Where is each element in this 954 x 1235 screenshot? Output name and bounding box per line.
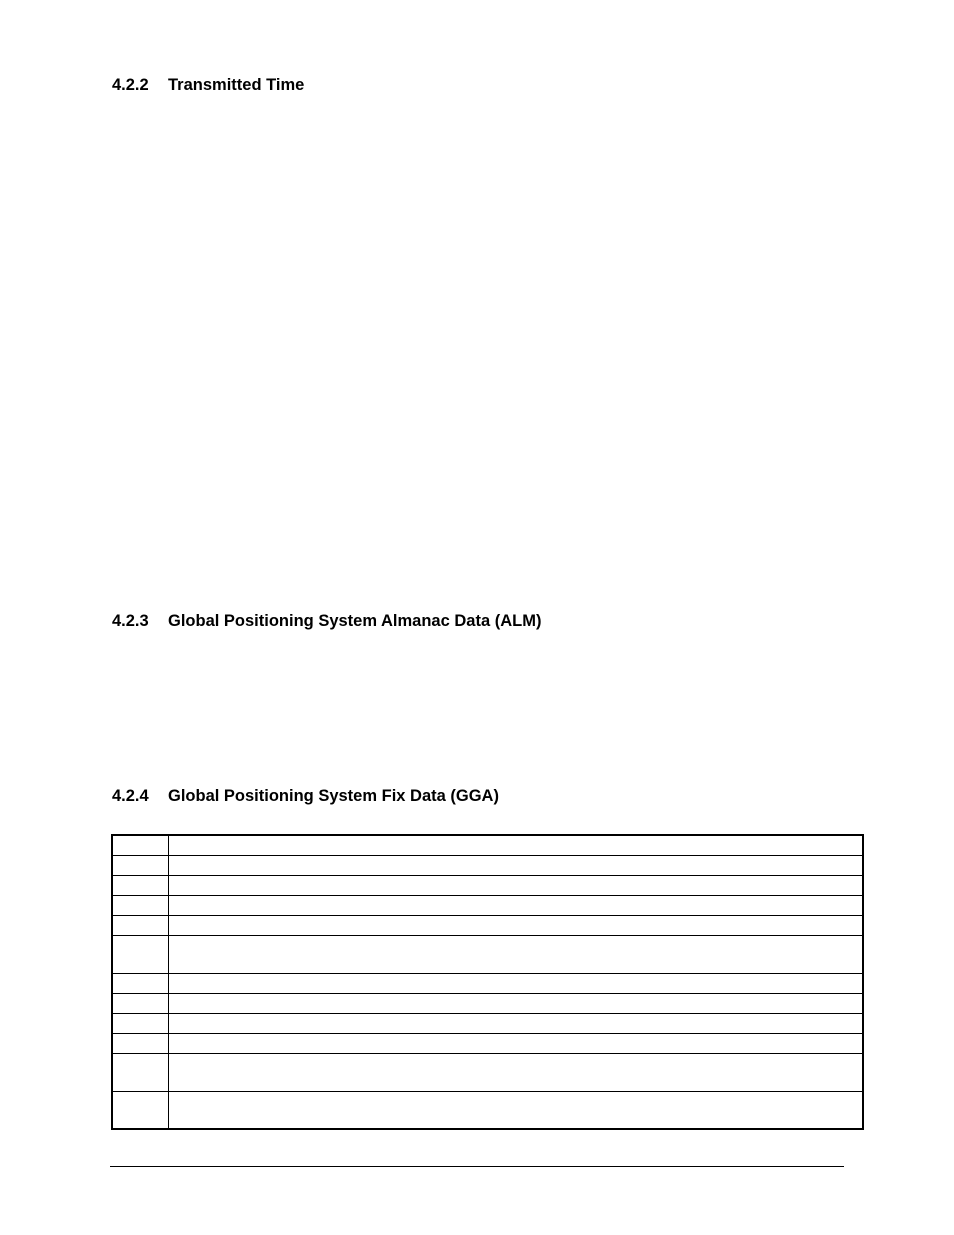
field-cell — [112, 895, 168, 915]
table-row — [112, 1033, 863, 1053]
table-row — [112, 1053, 863, 1091]
section-title: Global Positioning System Fix Data (GGA) — [168, 787, 499, 805]
table-row — [112, 875, 863, 895]
table-row — [112, 935, 863, 973]
section-heading-transmitted-time — [112, 75, 304, 95]
field-cell — [112, 915, 168, 935]
section-number: 4.2.2 — [112, 76, 149, 94]
gga-field-table — [111, 834, 864, 1130]
section-title: Transmitted Time — [168, 76, 305, 94]
field-cell — [112, 1091, 168, 1129]
field-cell — [112, 973, 168, 993]
section-heading-almanac-data — [112, 611, 541, 631]
description-cell — [168, 915, 863, 935]
description-cell — [168, 1091, 863, 1129]
section-number: 4.2.4 — [112, 787, 149, 805]
section-title: Global Positioning System Almanac Data (ALM) — [168, 612, 542, 630]
field-cell — [112, 1053, 168, 1091]
table-row — [112, 895, 863, 915]
table-row — [112, 1013, 863, 1033]
description-cell — [168, 973, 863, 993]
field-cell — [112, 993, 168, 1013]
field-cell — [112, 1013, 168, 1033]
section-heading-fix-data — [112, 786, 499, 806]
footer-divider — [110, 1166, 844, 1167]
table-row — [112, 855, 863, 875]
description-cell — [168, 1033, 863, 1053]
description-cell — [168, 875, 863, 895]
table-row — [112, 835, 863, 855]
description-cell — [168, 835, 863, 855]
section-number: 4.2.3 — [112, 612, 149, 630]
field-cell — [112, 835, 168, 855]
description-cell — [168, 1013, 863, 1033]
description-cell — [168, 935, 863, 973]
field-cell — [112, 1033, 168, 1053]
description-cell — [168, 855, 863, 875]
table-row — [112, 993, 863, 1013]
field-cell — [112, 855, 168, 875]
table-row — [112, 915, 863, 935]
field-cell — [112, 875, 168, 895]
description-cell — [168, 993, 863, 1013]
description-cell — [168, 1053, 863, 1091]
table-row — [112, 1091, 863, 1129]
table-row — [112, 973, 863, 993]
description-cell — [168, 895, 863, 915]
field-cell — [112, 935, 168, 973]
